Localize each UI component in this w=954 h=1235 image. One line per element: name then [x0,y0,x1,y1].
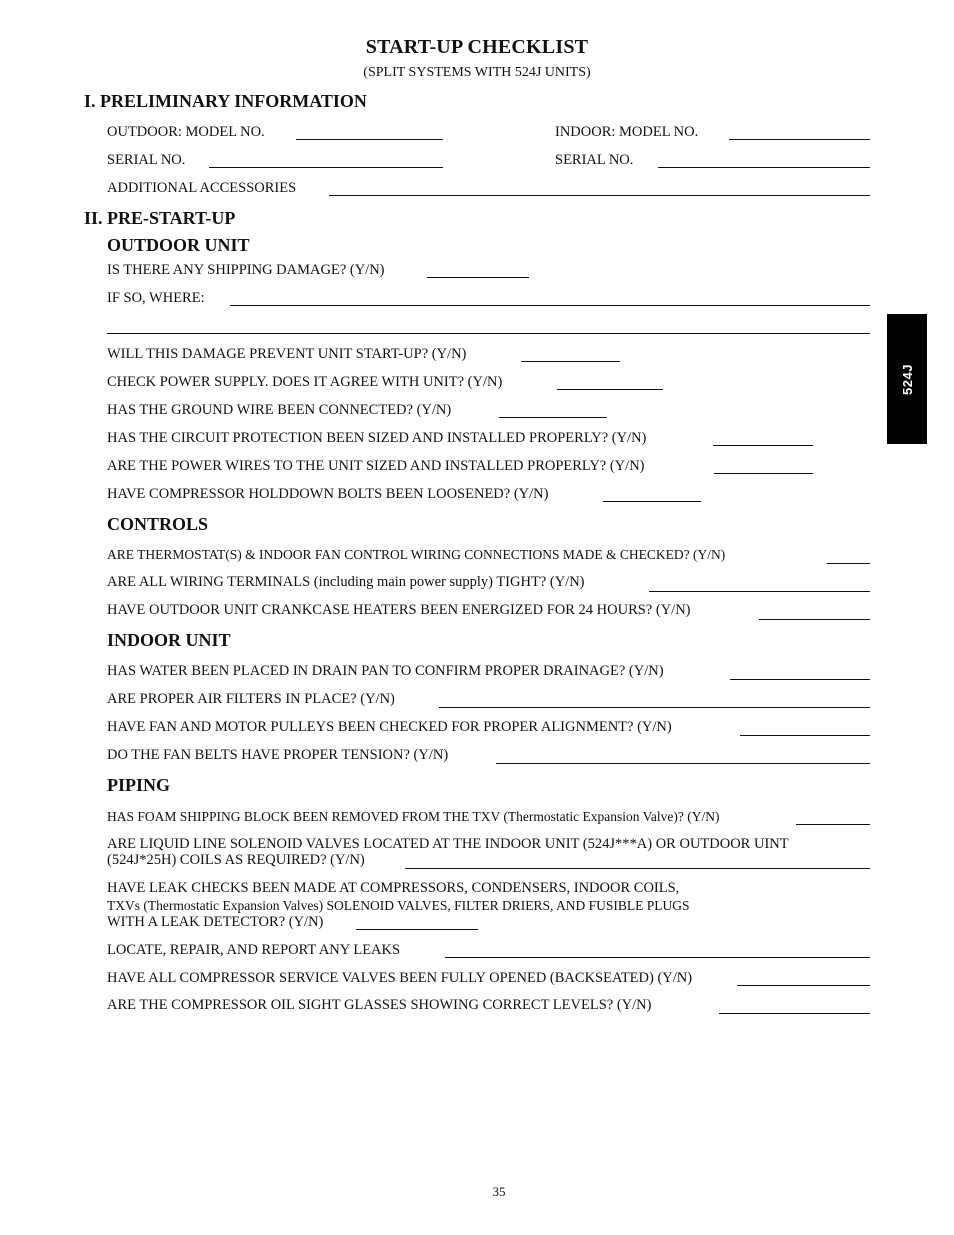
outdoor-serial-field[interactable] [209,167,443,168]
checklist-item-continued: TXVs (Thermostatic Expansion Valves) SOLENOID VALVES, FILTER DRIERS, AND FUSIBLE PLUGS [107,898,690,913]
checklist-item: ARE THERMOSTAT(S) & INDOOR FAN CONTROL WIRING CONNECTIONS MADE & CHECKED? (Y/N) [107,547,726,562]
accessories-field[interactable] [329,195,870,196]
subheading-indoor-unit: INDOOR UNIT [107,630,231,650]
checklist-item: HAVE ALL COMPRESSOR SERVICE VALVES BEEN FULLY OPENED (BACKSEATED) (Y/N) [107,970,693,986]
outdoor-model-field[interactable] [296,139,443,140]
answer-field[interactable] [737,985,870,986]
answer-field[interactable] [740,735,870,736]
checklist-item: CHECK POWER SUPPLY. DOES IT AGREE WITH UNIT? (Y/N) [107,374,503,390]
answer-field[interactable] [714,473,813,474]
outdoor-serial-label: SERIAL NO. [107,152,186,168]
answer-field[interactable] [719,1013,870,1014]
damage-location-field-continued[interactable] [107,333,870,334]
checklist-item: DO THE FAN BELTS HAVE PROPER TENSION? (Y/N) [107,747,449,763]
accessories-label: ADDITIONAL ACCESSORIES [107,180,297,196]
indoor-model-field[interactable] [729,139,870,140]
checklist-item: ARE ALL WIRING TERMINALS (including main power supply) TIGHT? (Y/N) [107,574,585,590]
answer-field[interactable] [730,679,870,680]
indoor-serial-field[interactable] [658,167,870,168]
damage-location-field[interactable] [230,305,870,306]
checklist-item: ARE THE COMPRESSOR OIL SIGHT GLASSES SHOWING CORRECT LEVELS? (Y/N) [107,997,652,1013]
section-heading-prestartup: II. PRE-START-UP [84,208,236,228]
answer-field[interactable] [521,361,620,362]
checklist-item: IF SO, WHERE: [107,290,205,306]
indoor-serial-label: SERIAL NO. [555,152,634,168]
subheading-controls: CONTROLS [107,514,209,534]
checklist-item: IS THERE ANY SHIPPING DAMAGE? (Y/N) [107,262,385,278]
section-heading-preliminary: I. PRELIMINARY INFORMATION [84,91,367,111]
checklist-item: ARE PROPER AIR FILTERS IN PLACE? (Y/N) [107,691,395,707]
checklist-item: HAS THE GROUND WIRE BEEN CONNECTED? (Y/N) [107,402,452,418]
checklist-item: HAS WATER BEEN PLACED IN DRAIN PAN TO CONFIRM PROPER DRAINAGE? (Y/N) [107,663,664,679]
subheading-outdoor-unit: OUTDOOR UNIT [107,235,250,255]
checklist-item: HAS THE CIRCUIT PROTECTION BEEN SIZED AND INSTALLED PROPERLY? (Y/N) [107,430,647,446]
answer-field[interactable] [557,389,663,390]
answer-field[interactable] [796,824,870,825]
answer-field[interactable] [759,619,870,620]
checklist-item: ARE THE POWER WIRES TO THE UNIT SIZED AND INSTALLED PROPERLY? (Y/N) [107,458,645,474]
indoor-model-label: INDOOR: MODEL NO. [555,124,699,140]
answer-field[interactable] [439,707,870,708]
checklist-item-continued: WITH A LEAK DETECTOR? (Y/N) [107,914,324,930]
checklist-item: HAVE FAN AND MOTOR PULLEYS BEEN CHECKED FOR PROPER ALIGNMENT? (Y/N) [107,719,672,735]
answer-field[interactable] [445,957,870,958]
subheading-piping: PIPING [107,775,170,795]
page-title: START-UP CHECKLIST [365,36,589,58]
answer-field[interactable] [356,929,478,930]
outdoor-model-label: OUTDOOR: MODEL NO. [107,124,265,140]
answer-field[interactable] [603,501,701,502]
page-number: 35 [492,1184,506,1199]
checklist-item: HAS FOAM SHIPPING BLOCK BEEN REMOVED FROM THE TXV (Thermostatic Expansion Valve)? (Y/N) [107,809,720,824]
checklist-item: HAVE LEAK CHECKS BEEN MADE AT COMPRESSORS, CONDENSERS, INDOOR COILS, [107,880,680,896]
checklist-item: WILL THIS DAMAGE PREVENT UNIT START-UP? (Y/N) [107,346,467,362]
page-subtitle: (SPLIT SYSTEMS WITH 524J UNITS) [363,65,591,80]
answer-field[interactable] [499,417,607,418]
side-tab-label: 524J [899,363,915,395]
answer-field[interactable] [713,445,813,446]
checklist-item: ARE LIQUID LINE SOLENOID VALVES LOCATED AT THE INDOOR UNIT (524J***A) OR OUTDOOR UINT [107,836,789,852]
answer-field[interactable] [405,868,870,869]
checklist-item: HAVE OUTDOOR UNIT CRANKCASE HEATERS BEEN ENERGIZED FOR 24 HOURS? (Y/N) [107,602,691,618]
checklist-item: HAVE COMPRESSOR HOLDDOWN BOLTS BEEN LOOSENED? (Y/N) [107,486,549,502]
answer-field[interactable] [496,763,870,764]
side-tab [887,314,927,444]
answer-field[interactable] [427,277,529,278]
answer-field[interactable] [827,563,870,564]
checklist-item-continued: (524J*25H) COILS AS REQUIRED? (Y/N) [107,852,365,868]
answer-field[interactable] [649,591,870,592]
checklist-item: LOCATE, REPAIR, AND REPORT ANY LEAKS [107,942,401,958]
